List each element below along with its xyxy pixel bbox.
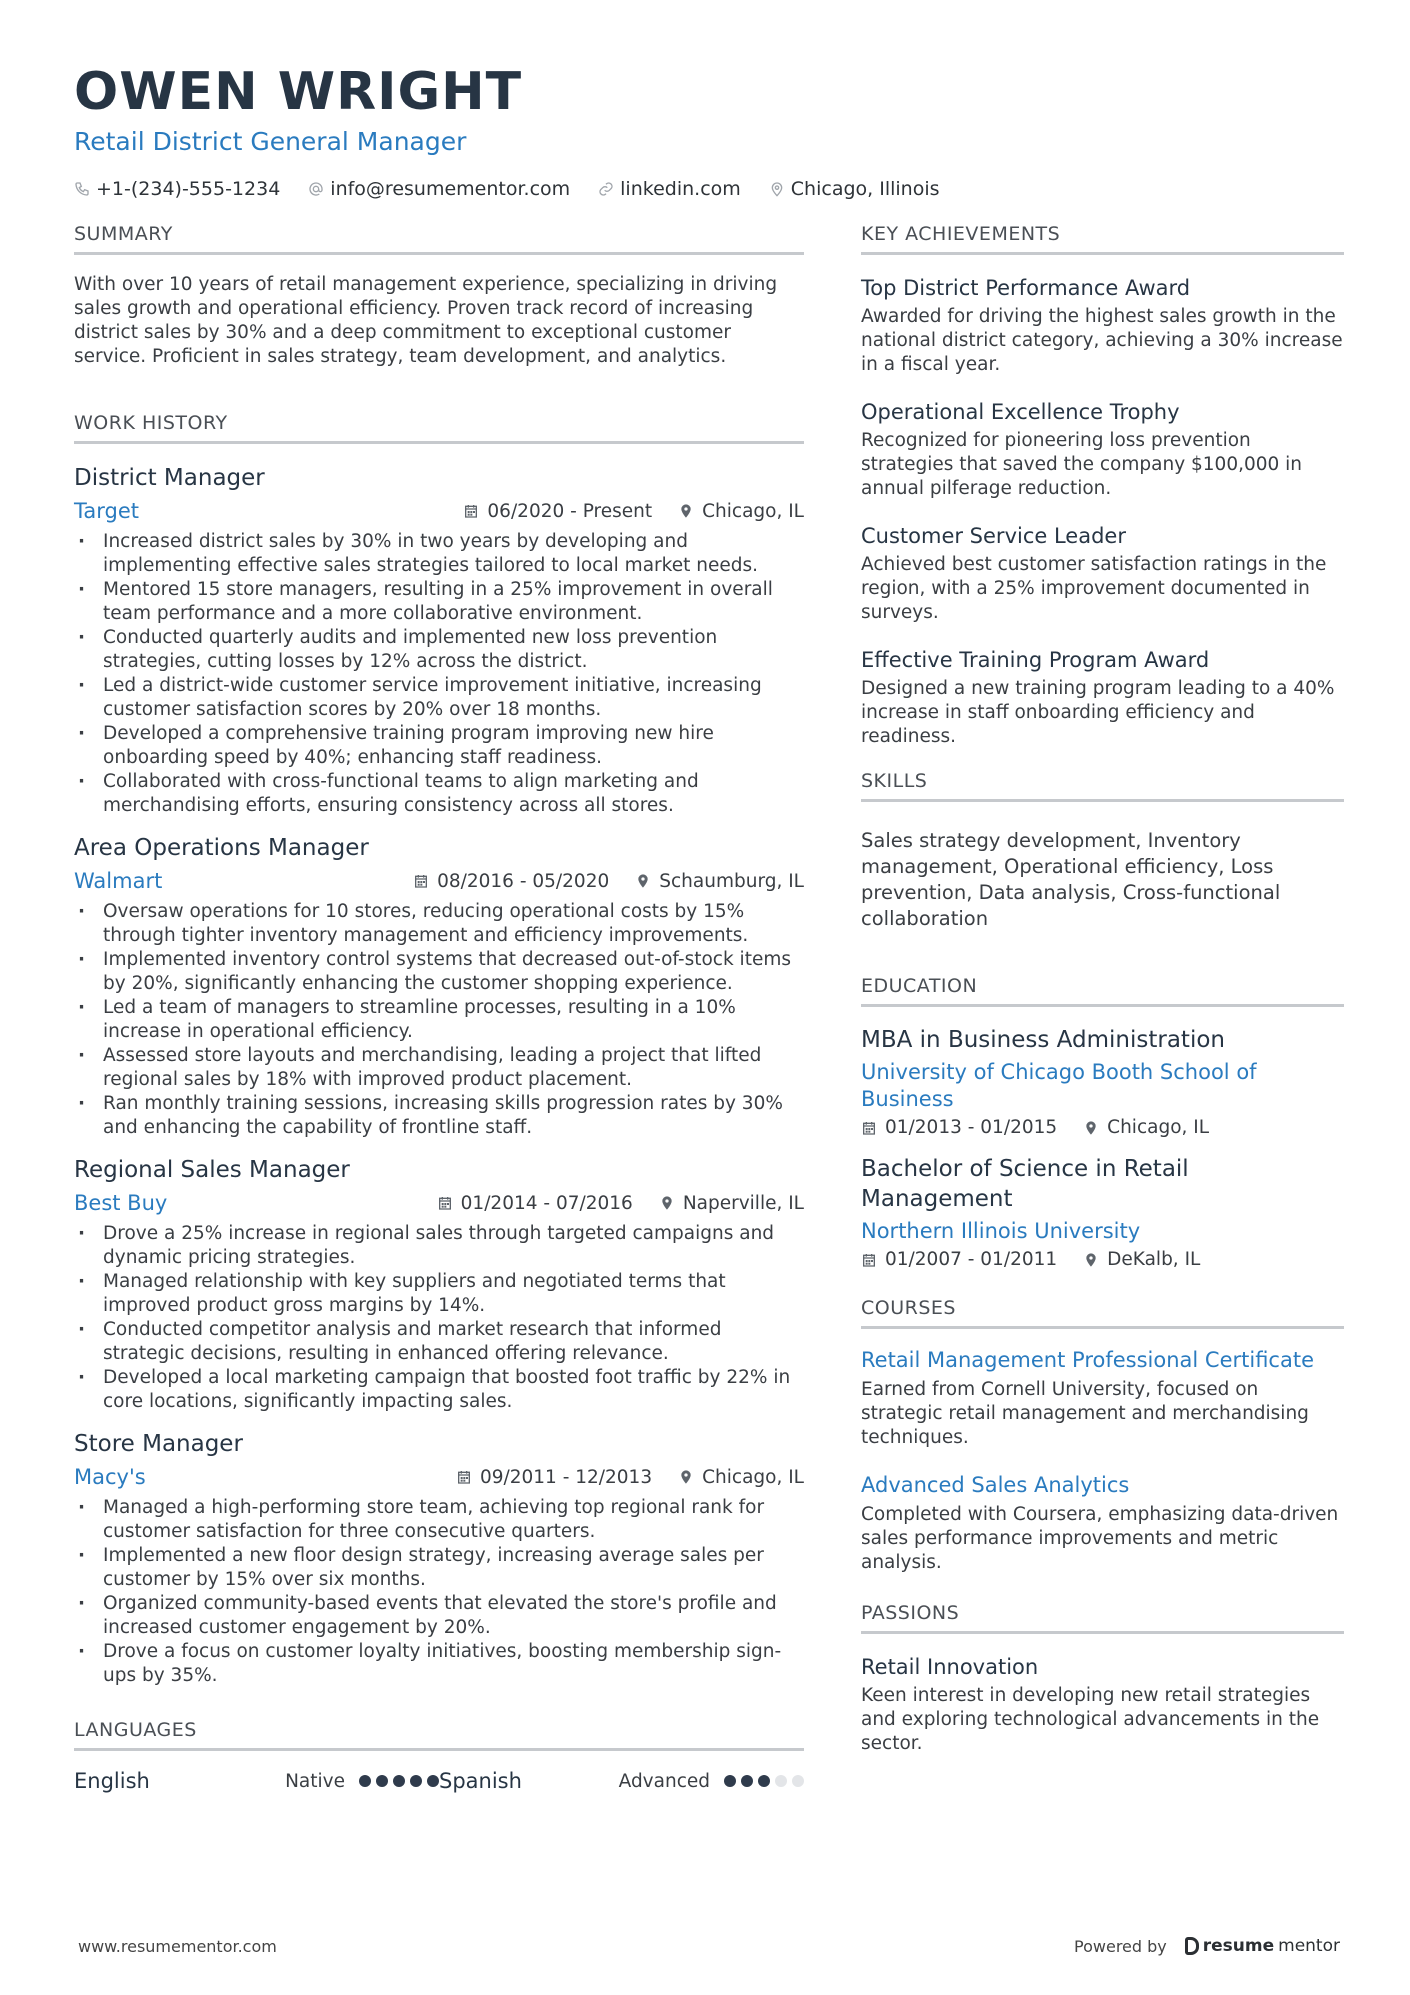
location: Chicago, IL xyxy=(678,501,804,522)
contact-email[interactable]: info@resumementor.com xyxy=(308,178,570,200)
company-name: Target xyxy=(74,499,139,523)
job-bullet: · Mentored 15 store managers, resulting in a 25% improvement in overall team performance and a more collaborative environment. xyxy=(74,578,804,626)
job-meta xyxy=(74,1462,804,1492)
summary-text: With over 10 years of retail management experience, specializing in driving sales growth and operational efficiency. Proven track record of increasing district sales by 30% and a deep commitment to exceptional customer service. Proficient in sales strategy, team development, and analytics. xyxy=(74,274,778,367)
job-meta xyxy=(74,866,804,896)
meta-row xyxy=(437,1193,804,1214)
job-entry xyxy=(74,1154,804,1414)
rating-dot xyxy=(758,1775,770,1787)
job-meta xyxy=(74,496,804,526)
course-title: Retail Management Professional Certificate xyxy=(861,1348,1314,1372)
job-bullet: · Drove a 25% increase in regional sales through targeted campaigns and dynamic pricing strategies. xyxy=(74,1222,804,1270)
achievement-title: Operational Excellence Trophy xyxy=(861,400,1180,424)
course-text: Earned from Cornell University, focused on strategic retail management and merchandising techniques. xyxy=(861,1379,1309,1448)
language-name: Spanish xyxy=(439,1769,522,1793)
achievement-item xyxy=(861,273,1344,377)
language-rating xyxy=(724,1775,804,1787)
achievement-item xyxy=(861,397,1344,501)
phone-icon xyxy=(74,181,90,197)
resume-page xyxy=(74,62,1344,1793)
meta-row xyxy=(413,871,804,892)
rating-dot xyxy=(427,1775,439,1787)
education-item xyxy=(861,1154,1344,1270)
summary-heading: SUMMARY xyxy=(74,222,804,255)
achievement-text: Achieved best customer satisfaction ratings in the region, with a 25% improvement documented in surveys. xyxy=(861,554,1327,623)
rating-dot xyxy=(410,1775,422,1787)
education-item xyxy=(861,1025,1344,1138)
rating-dot xyxy=(393,1775,405,1787)
resumementor-logo[interactable]: resume mentor xyxy=(1185,1936,1340,1956)
job-bullets xyxy=(74,530,804,818)
calendar-icon xyxy=(861,1252,877,1268)
course-item xyxy=(861,1472,1344,1575)
company-name: Macy's xyxy=(74,1465,146,1489)
candidate-name: OWEN WRIGHT xyxy=(74,62,523,122)
language-rating xyxy=(359,1775,439,1787)
degree-title: Bachelor of Science in Retail Management xyxy=(861,1156,1189,1212)
job-entry xyxy=(74,832,804,1140)
language-level: Native xyxy=(285,1770,345,1792)
candidate-title: Retail District General Manager xyxy=(74,127,467,156)
rating-dot xyxy=(741,1775,753,1787)
language-level: Advanced xyxy=(618,1770,710,1792)
rating-dot xyxy=(792,1775,804,1787)
job-bullet: · Drove a focus on customer loyalty initiatives, boosting membership sign-ups by 35%. xyxy=(74,1640,804,1688)
job-bullet: · Implemented inventory control systems that decreased out-of-stock items by 20%, significantly enhancing the customer shopping experience. xyxy=(74,948,804,996)
skills-heading: SKILLS xyxy=(861,769,1344,802)
meta-row xyxy=(861,1117,1344,1138)
job-bullets xyxy=(74,900,804,1140)
education-section xyxy=(861,974,1344,1270)
job-entry xyxy=(74,462,804,818)
date-range: 01/2007 - 01/2011 xyxy=(861,1249,1057,1270)
meta-row xyxy=(861,1249,1344,1270)
company-name: Walmart xyxy=(74,869,163,893)
location: Naperville, IL xyxy=(659,1193,804,1214)
job-bullet: · Conducted competitor analysis and market research that informed strategic decisions, resulting in enhanced offering relevance. xyxy=(74,1318,804,1366)
passions-section xyxy=(861,1601,1344,1756)
meta-row xyxy=(456,1467,804,1488)
job-bullet: · Conducted quarterly audits and implemented new loss prevention strategies, cutting losses by 12% across the district. xyxy=(74,626,804,674)
calendar-icon xyxy=(456,1469,472,1485)
passion-title: Retail Innovation xyxy=(861,1655,1039,1679)
footer xyxy=(78,1936,1340,1956)
calendar-icon xyxy=(437,1195,453,1211)
achievement-item xyxy=(861,521,1344,625)
skills-text: Sales strategy development, Inventory management, Operational efficiency, Loss prevention, Data analysis, Cross-functional collaboration xyxy=(861,829,1281,930)
powered-by-label: Powered by xyxy=(1074,1936,1167,1956)
calendar-icon xyxy=(413,873,429,889)
course-list xyxy=(861,1347,1344,1575)
school-name: Northern Illinois University xyxy=(861,1219,1141,1243)
location-pin-icon xyxy=(678,503,694,519)
achievements-section xyxy=(861,222,1344,749)
location-pin-icon xyxy=(1083,1252,1099,1268)
degree-title: MBA in Business Administration xyxy=(861,1027,1225,1053)
link-icon xyxy=(598,181,614,197)
languages-heading: LANGUAGES xyxy=(74,1718,804,1751)
course-item xyxy=(861,1347,1344,1450)
contact-location: Chicago, Illinois xyxy=(769,178,940,200)
job-bullet: · Led a district-wide customer service improvement initiative, increasing customer satisfaction scores by 20% over 18 months. xyxy=(74,674,804,722)
job-bullet: · Organized community-based events that elevated the store's profile and increased customer engagement by 20%. xyxy=(74,1592,804,1640)
language-list xyxy=(74,1769,804,1793)
job-bullet: · Implemented a new floor design strategy, increasing average sales per customer by 15% over six months. xyxy=(74,1544,804,1592)
rating-dot xyxy=(376,1775,388,1787)
achievement-text: Designed a new training program leading to a 40% increase in staff onboarding efficiency and readiness. xyxy=(861,678,1335,747)
languages-section xyxy=(74,1718,804,1793)
right-column xyxy=(861,222,1344,1756)
work-history-section xyxy=(74,411,804,1688)
education-list xyxy=(861,1025,1344,1270)
rating-dot xyxy=(359,1775,371,1787)
passion-item xyxy=(861,1652,1344,1756)
job-meta xyxy=(74,1188,804,1218)
location: DeKalb, IL xyxy=(1083,1249,1200,1270)
location: Chicago, IL xyxy=(1083,1117,1209,1138)
language-item xyxy=(74,1769,439,1793)
language-item xyxy=(439,1769,804,1793)
job-bullet: · Collaborated with cross-functional teams to align marketing and merchandising efforts, ensuring consistency across all stores. xyxy=(74,770,804,818)
passion-list xyxy=(861,1652,1344,1756)
meta-row xyxy=(463,501,804,522)
job-bullets xyxy=(74,1496,804,1688)
company-name: Best Buy xyxy=(74,1191,168,1215)
achievement-title: Top District Performance Award xyxy=(861,276,1191,300)
contact-phone[interactable]: +1-(234)-555-1234 xyxy=(74,178,280,200)
job-bullet: · Led a team of managers to streamline processes, resulting in a 10% increase in operational efficiency. xyxy=(74,996,804,1044)
job-bullet: · Assessed store layouts and merchandising, leading a project that lifted regional sales by 18% with improved product placement. xyxy=(74,1044,804,1092)
date-range: 09/2011 - 12/2013 xyxy=(456,1467,652,1488)
achievement-title: Customer Service Leader xyxy=(861,524,1126,548)
courses-section xyxy=(861,1296,1344,1575)
location-pin-icon xyxy=(1083,1120,1099,1136)
passions-heading: PASSIONS xyxy=(861,1601,1344,1634)
job-bullet: · Oversaw operations for 10 stores, reducing operational costs by 15% through tighter inventory management and efficiency improvements. xyxy=(74,900,804,948)
job-bullet: · Increased district sales by 30% in two years by developing and implementing effective sales strategies tailored to local market needs. xyxy=(74,530,804,578)
achievement-text: Recognized for pioneering loss prevention strategies that saved the company $100,000 in annual pilferage reduction. xyxy=(861,430,1303,499)
job-bullets xyxy=(74,1222,804,1414)
language-name: English xyxy=(74,1769,150,1793)
location-pin-icon xyxy=(769,181,785,197)
job-bullet: · Developed a comprehensive training program improving new hire onboarding speed by 40%; enhancing staff readiness. xyxy=(74,722,804,770)
job-title: District Manager xyxy=(74,465,265,491)
achievement-item xyxy=(861,645,1344,749)
footer-brand xyxy=(1074,1936,1340,1956)
achievement-text: Awarded for driving the highest sales growth in the national district category, achieving a 30% increase in a fiscal year. xyxy=(861,306,1343,375)
contact-bar xyxy=(74,178,1344,200)
date-range: 01/2013 - 01/2015 xyxy=(861,1117,1057,1138)
courses-heading: COURSES xyxy=(861,1296,1344,1329)
date-range: 06/2020 - Present xyxy=(463,501,652,522)
school-name: University of Chicago Booth School of Business xyxy=(861,1060,1257,1111)
calendar-icon xyxy=(463,503,479,519)
location-pin-icon xyxy=(635,873,651,889)
education-heading: EDUCATION xyxy=(861,974,1344,1007)
summary-section xyxy=(74,222,804,369)
job-title: Regional Sales Manager xyxy=(74,1157,350,1183)
logo-mark-icon xyxy=(1185,1937,1199,1955)
job-bullet: · Managed a high-performing store team, achieving top regional rank for customer satisfaction for three consecutive quarters. xyxy=(74,1496,804,1544)
course-title: Advanced Sales Analytics xyxy=(861,1473,1130,1497)
location: Schaumburg, IL xyxy=(635,871,804,892)
achievement-title: Effective Training Program Award xyxy=(861,648,1210,672)
job-bullet: · Managed relationship with key suppliers and negotiated terms that improved product gross margins by 14%. xyxy=(74,1270,804,1318)
left-column xyxy=(74,222,804,1793)
job-list xyxy=(74,462,804,1688)
achievement-list xyxy=(861,273,1344,749)
footer-website[interactable]: www.resumementor.com xyxy=(78,1936,277,1956)
date-range: 01/2014 - 07/2016 xyxy=(437,1193,633,1214)
at-icon xyxy=(308,181,324,197)
skills-section xyxy=(861,769,1344,932)
job-title: Area Operations Manager xyxy=(74,835,369,861)
job-bullet: · Developed a local marketing campaign that boosted foot traffic by 22% in core locations, significantly impacting sales. xyxy=(74,1366,804,1414)
date-range: 08/2016 - 05/2020 xyxy=(413,871,609,892)
location-pin-icon xyxy=(678,1469,694,1485)
job-title: Store Manager xyxy=(74,1431,243,1457)
achievements-heading: KEY ACHIEVEMENTS xyxy=(861,222,1344,255)
location-pin-icon xyxy=(659,1195,675,1211)
job-bullet: · Ran monthly training sessions, increasing skills progression rates by 30% and enhancing the capability of frontline staff. xyxy=(74,1092,804,1140)
work-history-heading: WORK HISTORY xyxy=(74,411,804,444)
rating-dot xyxy=(775,1775,787,1787)
location: Chicago, IL xyxy=(678,1467,804,1488)
course-text: Completed with Coursera, emphasizing data-driven sales performance improvements and metric analysis. xyxy=(861,1504,1339,1573)
contact-linkedin[interactable]: linkedin.com xyxy=(598,178,741,200)
job-entry xyxy=(74,1428,804,1688)
calendar-icon xyxy=(861,1120,877,1136)
passion-text: Keen interest in developing new retail strategies and exploring technological advancements in the sector. xyxy=(861,1685,1320,1754)
rating-dot xyxy=(724,1775,736,1787)
